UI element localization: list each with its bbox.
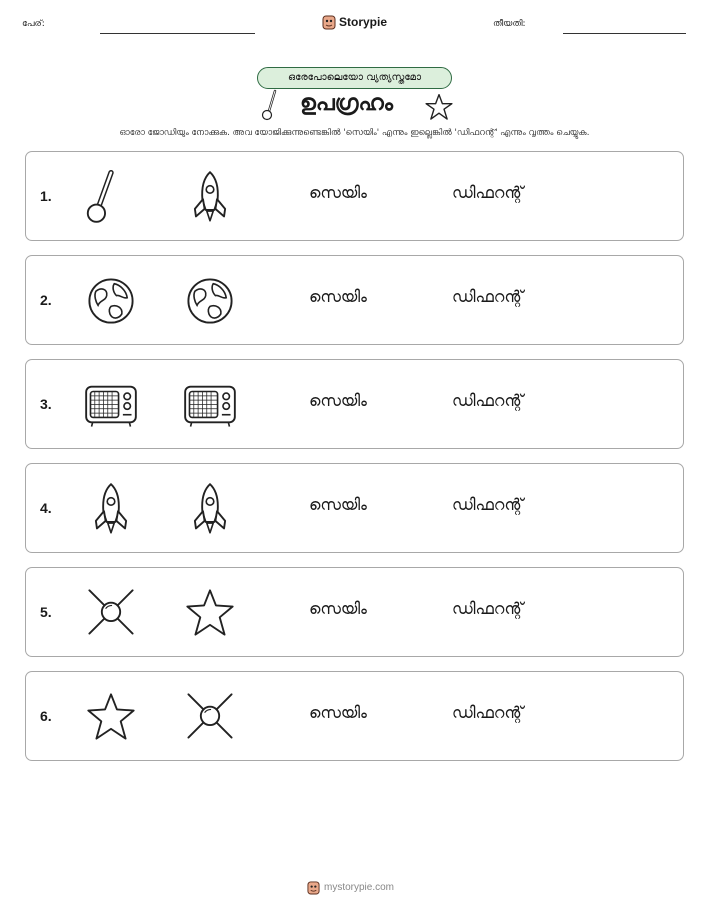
page-title: ഉപഗ്രഹം [300,91,393,116]
star-icon [183,586,237,640]
question-row [25,671,684,761]
storypie-mascot-icon [307,880,320,895]
question-number: 3. [40,396,52,412]
date-label: തീയതി: [493,19,526,29]
satellite-icon [84,586,138,640]
question-row [25,567,684,657]
telescope-icon [84,170,138,224]
worksheet-header [0,14,709,38]
footer-url[interactable]: mystorypie.com [324,882,395,893]
brand-logo [322,14,387,30]
brand-name: Storypie [339,15,388,29]
rocket-icon [183,482,237,536]
storypie-mascot-icon [322,14,336,30]
question-number: 1. [40,188,52,204]
rocket-icon [84,482,138,536]
different-option[interactable]: ഡിഫറന്റ് [452,183,524,202]
different-option[interactable]: ഡിഫറന്റ് [452,391,524,410]
name-label: പേര്: [22,19,45,29]
question-number: 4. [40,500,52,516]
different-option[interactable]: ഡിഫറന്റ് [452,703,524,722]
earth-icon [84,274,138,328]
question-number: 5. [40,604,52,620]
radio-icon [183,378,237,432]
satellite-icon [183,690,237,744]
question-number: 2. [40,292,52,308]
date-line [563,33,686,34]
question-number: 6. [40,708,52,724]
footer [307,880,394,895]
different-option[interactable]: ഡിഫറന്റ് [452,599,524,618]
same-option[interactable]: സെയിം [309,703,367,722]
different-option[interactable]: ഡിഫറന്റ് [452,495,524,514]
same-option[interactable]: സെയിം [309,287,367,306]
name-line [100,33,255,34]
star-icon [424,93,454,121]
same-option[interactable]: സെയിം [309,599,367,618]
worksheet-type-badge: ഒരേപോലെയോ വ്യത്യസ്തമോ [257,67,452,89]
earth-icon [183,274,237,328]
star-icon [84,690,138,744]
question-row [25,255,684,345]
rocket-icon [183,170,237,224]
same-option[interactable]: സെയിം [309,183,367,202]
radio-icon [84,378,138,432]
instructions: ഓരോ ജോഡിയും നോക്കുക. അവ യോജിക്കുന്നുണ്ടെങ്കിൽ 'സെയിം' എന്നും ഇല്ലെങ്കിൽ 'ഡിഫറന്റ്' എന്നും വൃത്തം ചെയ്യുക. [119,128,590,138]
question-row [25,463,684,553]
telescope-icon [258,89,280,121]
question-row [25,359,684,449]
question-row [25,151,684,241]
same-option[interactable]: സെയിം [309,495,367,514]
different-option[interactable]: ഡിഫറന്റ് [452,287,524,306]
same-option[interactable]: സെയിം [309,391,367,410]
